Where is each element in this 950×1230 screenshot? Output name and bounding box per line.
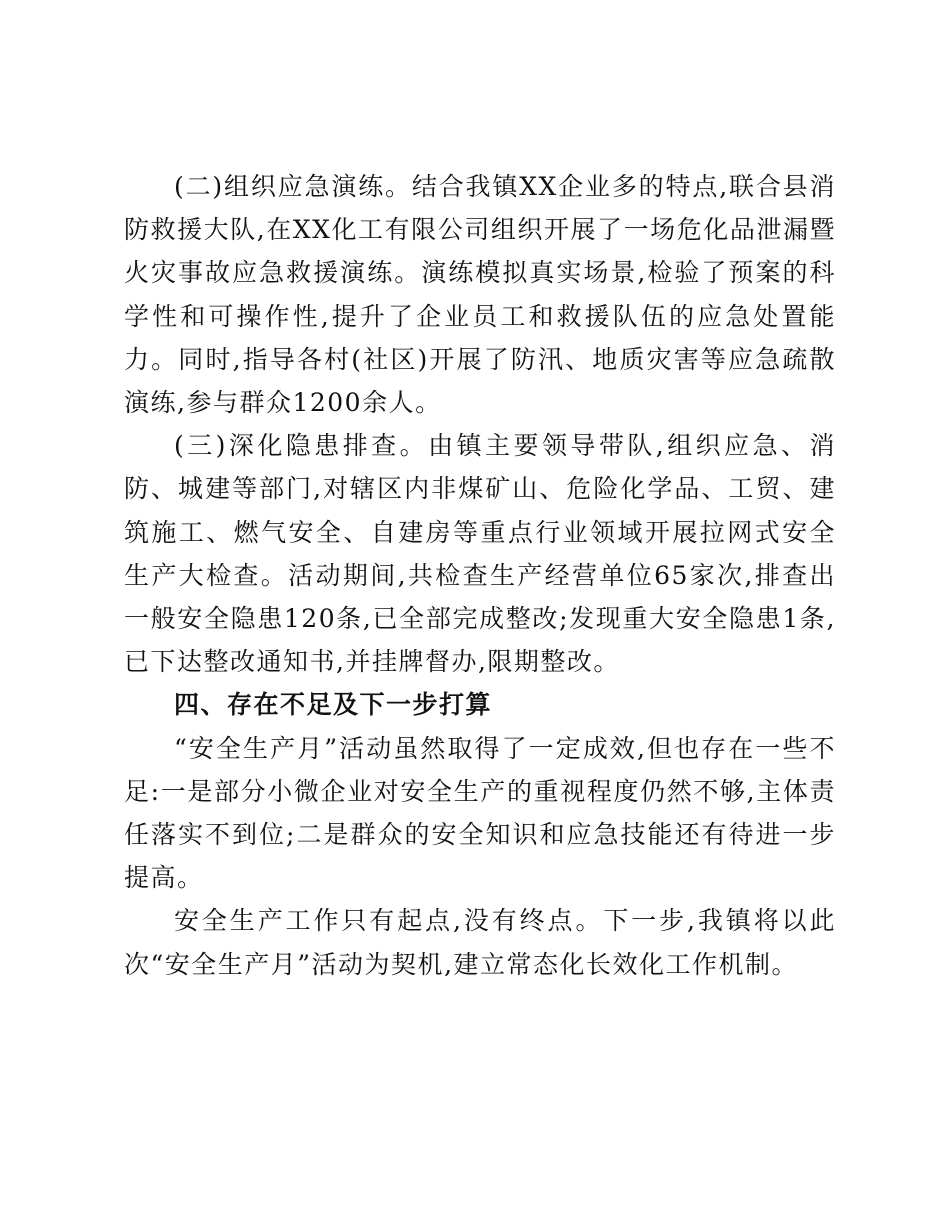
paragraph-next-steps: 安全生产工作只有起点,没有终点。下一步,我镇将以此次“安全生产月”活动为契机,建立常态化长效化工作机制。 (124, 906, 836, 979)
paragraph-shortcomings: “安全生产月”活动虽然取得了一定成效,但也存在一些不足:一是部分小微企业对安全生产的重视程度仍然不够,主体责任落实不到位;二是群众的安全知识和应急技能还有待进一步提高。 (124, 733, 836, 893)
document-body (124, 165, 836, 986)
paragraph-emergency-drill: (二)组织应急演练。结合我镇XX企业多的特点,联合县消防救援大队,在XX化工有限公司组织开展了一场危化品泄漏暨火灾事故应急救援演练。演练模拟真实场景,检验了预案的科学性和可操作性,提升了企业员工和救援队伍的应急处置能力。同时,指导各村(社区)开展了防汛、地质灾害等应急疏散演练,参与群众1200余人。 (124, 172, 836, 418)
paragraph-hazard-inspection: (三)深化隐患排查。由镇主要领导带队,组织应急、消防、城建等部门,对辖区内非煤矿山、危险化学品、工贸、建筑施工、燃气安全、自建房等重点行业领域开展拉网式安全生产大检查。活动期间,共检查生产经营单位65家次,排查出一般安全隐患120条,已全部完成整改;发现重大安全隐患1条,已下达整改通知书,并挂牌督办,限期整改。 (124, 431, 836, 677)
section-heading: 四、存在不足及下一步打算 (174, 690, 493, 720)
